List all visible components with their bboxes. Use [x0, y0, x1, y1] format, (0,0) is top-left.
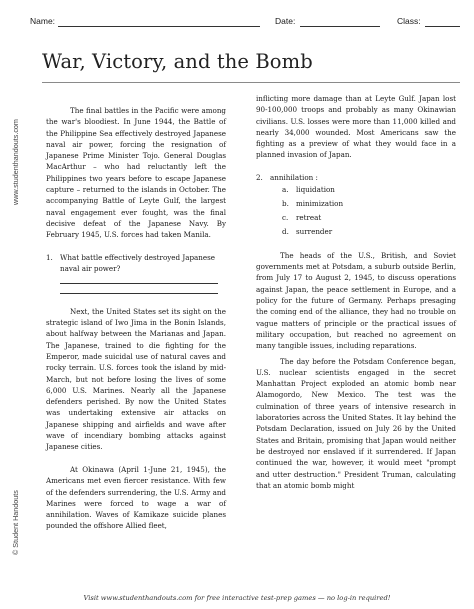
question-1-number: 1. [46, 252, 53, 262]
sidebar-site: www.studenthandouts.com [11, 119, 20, 205]
header-fields [30, 14, 460, 32]
option-d[interactable]: d. surrender [282, 226, 333, 236]
paragraph-okinawa: At Okinawa (April 1-June 21, 1945), the Americans met even fiercer resistance. With few of the defenders surrendering, the U.S. Army and Marines were forced to wage a war of annihilation. Waves of Kamikaze suicide planes pounded the offshore Allied fleet, [46, 464, 226, 531]
date-label: Date: [275, 16, 296, 26]
paragraph-okinawa-cont: inflicting more damage than at Leyte Gulf. Japan lost 90-100,000 troops and probably as many Okinawian civilians. U.S. losses were more than 11,000 killed and nearly 34,000 wounded. Most Americans saw the fighting as a preview of what they would face in a planned invasion of Japan. [256, 94, 456, 160]
class-label: Class: [397, 16, 421, 26]
paragraph-potsdam: The heads of the U.S., British, and Soviet governments met at Potsdam, a suburb outside Berlin, from July 17 to August 2, 1945, to discuss operations against Japan, the peace settlement in Europe, and a policy for the future of Germany. Perhaps presaging the coming end of the alliance, they had no trouble on vague matters of principle or the practical issues of military occupation, but reached no agreement on many tangible issues, including reparations. [256, 250, 456, 351]
paragraph-iwo-jima: Next, the United States set its sight on the strategic island of Iwo Jima in the Bonin Islands, about halfway between the Marianas and Japan. The Japanese, trained to die fighting for the Emperor, made suicidal use of natural caves and rocky terrain. U.S. forces took the island by mid-March, but not before losing the lives of some 6,000 U.S. Marines. Nearly all the Japanese defenders perished. By now the United States was undertaking extensive air attacks on Japanese shipping and airfields and wave after wave of incendiary bombing attacks against Japanese cities. [46, 306, 226, 452]
question-2-text: annihilation : [270, 173, 318, 183]
paragraph-manhattan-project: The day before the Potsdam Conference began, U.S. nuclear scientists engaged in the secret Manhattan Project exploded an atomic bomb near Alamogordo, New Mexico. The test was the culmination of three years of intensive research in laboratories across the United States. It lay behind the Potsdam Declaration, issued on July 26 by the United States and Britain, promising that Japan would neither be destroyed nor enslaved if it surrendered. If Japan continued the war, however, it would meet "prompt and utter destruction." President Truman, calculating that an atomic bomb might [256, 356, 456, 490]
sidebar-text [11, 119, 25, 556]
answer-line-1[interactable] [60, 274, 218, 284]
name-field[interactable] [58, 26, 260, 27]
date-field[interactable] [300, 26, 380, 27]
question-1 [46, 252, 226, 275]
paragraph-pacific-battles: The final battles in the Pacific were among the war's bloodiest. In June 1944, the Battle of the Philippine Sea effectively destroyed Japanese naval air power, forcing the resignation of Japanese Prime Minister Tojo. General Douglas MacArthur – who had reluctantly left the Philippines two years before to escape Japanese capture – returned to the islands in October. The accompanying Battle of Leyte Gulf, the largest naval engagement ever fought, was the final decisive defeat of the Japanese Navy. By February 1945, U.S. forces had taken Manila. [46, 106, 226, 240]
page-title: War, Victory, and the Bomb [42, 50, 313, 73]
answer-line-2[interactable] [60, 284, 218, 294]
name-label: Name: [30, 16, 56, 26]
option-c[interactable]: c. retreat [282, 212, 322, 222]
option-a[interactable]: a. liquidation [282, 185, 335, 195]
option-b[interactable]: b. minimization [282, 199, 344, 209]
question-2-number: 2. [256, 173, 263, 183]
footer-note: Visit www.studenthandouts.com for free interactive test-prep games — no log-in required! [83, 594, 391, 602]
title-divider [42, 82, 460, 83]
sidebar-copyright: © Student Handouts [11, 490, 20, 555]
question-2 [256, 172, 456, 183]
question-2-options [282, 183, 456, 238]
right-column [256, 93, 456, 491]
class-field[interactable] [425, 26, 460, 27]
left-column [46, 105, 226, 532]
question-1-text: What battle effectively destroyed Japanese naval air power? [60, 252, 216, 274]
